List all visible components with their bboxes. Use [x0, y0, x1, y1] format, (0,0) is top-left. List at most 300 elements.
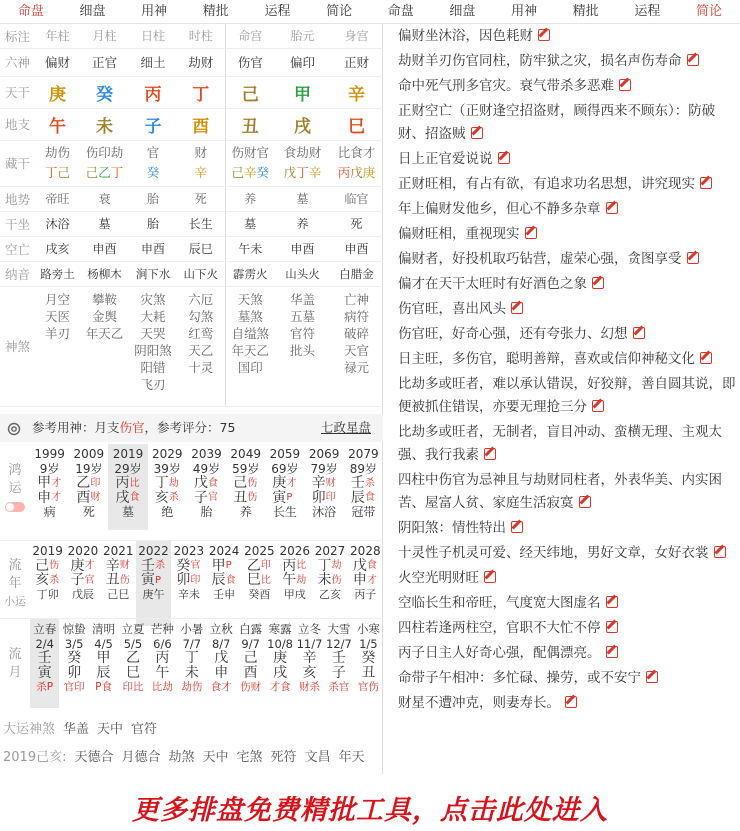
liunian-item[interactable]: [136, 541, 171, 626]
shensha-row-cell: [129, 286, 177, 406]
comment-line: [384, 248, 740, 271]
ten-god-mark: 比: [296, 560, 307, 572]
dizhi-row-cell: 戌: [275, 108, 330, 140]
tiangan-row-cell: 丁: [177, 76, 225, 108]
dizhi-row-cell: 午: [35, 108, 80, 140]
dayun-year: 2059: [269, 447, 301, 461]
edit-icon[interactable]: [700, 177, 712, 189]
shensha-item: 金舆: [91, 308, 117, 324]
jieqi-date: 4/5: [94, 636, 113, 651]
canggan-row-cell: [129, 140, 177, 186]
edit-icon[interactable]: [700, 352, 712, 364]
canggan-stems: [129, 163, 177, 183]
dayun-shensha: [0, 718, 383, 741]
footer-label: 大运神煞: [3, 722, 56, 737]
canggan-stem: 癸: [256, 165, 270, 180]
kongwang-row-cell: 申酉: [80, 236, 129, 261]
edit-icon[interactable]: [619, 79, 631, 91]
footer-item: 劫煞: [168, 750, 195, 765]
ganzhi-char: 壬: [350, 475, 365, 491]
edit-icon[interactable]: [592, 277, 604, 289]
ganzhi-char: 辛: [311, 475, 326, 491]
comment-text: 丙子日主人好奇心强，配偶漂亮。: [398, 645, 601, 661]
dayun-item[interactable]: [187, 444, 226, 530]
ganzhi-line: [277, 559, 312, 574]
comment-line: [384, 50, 740, 73]
dayun-dishi: 墓: [122, 505, 135, 519]
liunian-row: [0, 540, 383, 626]
canggan-stem: 辛: [243, 165, 257, 180]
gear-icon[interactable]: [6, 421, 22, 437]
zhi-god: 印: [74, 681, 85, 693]
gan-god: 财: [299, 681, 310, 693]
comment-line: [384, 667, 740, 690]
edit-icon[interactable]: [498, 152, 510, 164]
dishi-row: [0, 186, 383, 211]
dayun-dishi: 病: [43, 505, 56, 519]
comment-line: [384, 75, 740, 98]
header-cell: 时柱: [177, 24, 225, 48]
ganzhi-line: [30, 476, 69, 491]
dayun-age: 9岁: [39, 461, 60, 476]
ganzhi-char: 乙: [246, 557, 261, 574]
edit-icon[interactable]: [525, 227, 537, 239]
liuyue-item[interactable]: [354, 619, 383, 708]
ganzhi-line: [30, 573, 65, 588]
tab-3[interactable]: 精批: [202, 4, 229, 19]
ganzhi-line: [242, 559, 277, 574]
gan-god: 杀: [36, 681, 47, 693]
shensha-row: [0, 286, 383, 406]
tab-1[interactable]: 细盘: [79, 4, 106, 19]
comment-text: 四柱若逢两柱空，官职不大忙不停: [398, 620, 601, 636]
dayun-item[interactable]: [69, 444, 108, 530]
dayun-dishi: 沐浴: [312, 505, 337, 519]
edit-icon[interactable]: [687, 252, 699, 264]
jieqi: 惊蛰: [62, 622, 86, 636]
edit-icon[interactable]: [646, 671, 658, 683]
ganzhi-line: [30, 559, 65, 574]
canggan-stem: 丁: [110, 165, 124, 180]
liuyue-item[interactable]: [236, 619, 265, 708]
ganzhi-line: [148, 476, 187, 491]
liunian-year: 2020: [67, 544, 99, 558]
liunian-year: 2026: [279, 544, 310, 558]
dayun-item[interactable]: [305, 444, 344, 530]
ganzhi-char: 辰: [211, 572, 226, 588]
canggan-row-cell: [35, 140, 80, 186]
tab-7[interactable]: 细盘: [449, 4, 476, 19]
tab-8[interactable]: 用神: [511, 4, 538, 19]
liuyue-item[interactable]: [30, 619, 59, 708]
jieqi: 小寒: [356, 622, 380, 636]
edit-icon[interactable]: [606, 621, 618, 633]
gan-god: 劫: [181, 681, 192, 693]
header-cell: 身宫: [330, 24, 383, 48]
jieqi-date: 6/6: [153, 636, 172, 651]
dayun-item[interactable]: [108, 444, 147, 530]
comment-line: [384, 323, 740, 346]
ganzhi-char: 卯: [176, 572, 191, 588]
edit-icon[interactable]: [606, 646, 618, 658]
shensha-item: 墓煞: [237, 308, 263, 324]
xiaoyun: 壬申: [213, 587, 236, 601]
ten-god-mark: 伤: [49, 560, 60, 572]
year-shensha: [0, 746, 383, 769]
liuyue-item[interactable]: [295, 619, 324, 708]
header-cell: 日柱: [129, 24, 177, 48]
ganzhi-line: [277, 573, 312, 588]
ganzhi-char: 亥: [35, 572, 50, 588]
edit-icon[interactable]: [579, 496, 591, 508]
ten-god-mark: 财: [325, 477, 336, 489]
dayun-item[interactable]: [30, 444, 69, 530]
ganzhi-char: 己: [233, 475, 248, 491]
dishi-row-cell: 临官: [330, 186, 383, 211]
month-gods: [295, 680, 324, 695]
kongwang-row-cell: 午未: [225, 236, 275, 261]
tab-0[interactable]: 命盘: [17, 4, 44, 19]
shensha-item: 破碎: [343, 325, 369, 341]
promo-banner[interactable]: 更多排盘免费精批工具，点击此处进入: [132, 795, 608, 826]
month-gan: 戊: [214, 650, 229, 666]
gan-god: 比: [151, 681, 163, 693]
jieqi: 立冬: [298, 622, 321, 636]
dayun-dishi: 绝: [161, 505, 174, 519]
tab-2[interactable]: 用神: [141, 4, 168, 19]
nayin-row-label: 纳音: [0, 261, 35, 286]
liuyue-item[interactable]: [89, 619, 118, 708]
edit-icon[interactable]: [484, 571, 496, 583]
ganzhi-char: 申: [352, 572, 367, 588]
ganzhi-line: [344, 491, 383, 506]
dayun-label: 鸿 运: [0, 444, 30, 530]
ganzhi-char: 丑: [105, 572, 120, 588]
zhi-god: 才: [221, 681, 232, 693]
ganzhi-line: [348, 559, 383, 574]
kongwang-row-cell: 申酉: [129, 236, 177, 261]
dayun-item[interactable]: [265, 444, 304, 530]
jieqi-date: 11/7: [296, 636, 323, 651]
shensha-item: 勾煞: [188, 308, 214, 324]
edit-icon[interactable]: [538, 29, 550, 41]
dayun-dishi: 长生: [272, 505, 297, 519]
ganzhi-line: [101, 573, 136, 588]
tab-4[interactable]: 运程: [264, 4, 291, 19]
comment-text: 正财旺相，有占有欲，有追求功名思想，讲究现实: [398, 176, 695, 192]
comment-line: [384, 298, 740, 321]
dishi-row-cell: 墓: [275, 186, 330, 211]
dayun-age: 79岁: [310, 461, 338, 476]
tiangan-row-cell: 甲: [275, 76, 330, 108]
canggan-stem: 辛: [308, 165, 322, 180]
nayin-row-cell: 山下火: [177, 261, 225, 286]
ganzhi-line: [108, 491, 147, 506]
pillars-table: [0, 24, 383, 407]
nayin-row: [0, 261, 383, 286]
dayun-year: 2029: [151, 447, 183, 461]
liuyue-item[interactable]: [207, 619, 236, 708]
comment-line: [384, 542, 740, 565]
shensha-item: 灾煞: [140, 291, 166, 307]
liunian-year: 2024: [208, 544, 240, 558]
edit-icon[interactable]: [714, 546, 726, 558]
footer-label: 2019己亥:: [3, 750, 67, 765]
comment-text: 偏财旺相，重视现实: [398, 226, 520, 242]
jieqi-date: 8/7: [211, 636, 231, 651]
comment-text: 财星不遭冲克，则妻寿长。: [398, 695, 560, 711]
liunian-item[interactable]: [30, 541, 65, 626]
ganzhi-char: 辛: [105, 557, 120, 574]
dayun-year: 2039: [191, 447, 222, 461]
gan-god: 才: [269, 681, 281, 693]
month-gan: 丙: [155, 650, 170, 666]
ganzhi-char: 己: [35, 557, 50, 574]
jieqi: 大雪: [327, 622, 351, 636]
header-cell: 胎元: [275, 24, 330, 48]
month-gods: [30, 680, 59, 695]
ganzhi-line: [108, 476, 147, 491]
canggan-stem: 丙: [337, 165, 351, 180]
liunian-item[interactable]: [171, 541, 206, 626]
comment-text: 伤官旺，喜出风头: [398, 301, 506, 317]
ten-god-mark: 杀: [155, 560, 166, 572]
dayun-dishi: 冠带: [351, 505, 376, 519]
dayun-year: 2069: [308, 447, 340, 461]
comment-line: [384, 469, 740, 515]
ganzhi-line: [344, 476, 383, 491]
month-gan: 癸: [361, 650, 376, 666]
edit-icon[interactable]: [606, 596, 618, 608]
ten-god-mark: 劫: [331, 560, 342, 572]
ganzhi-char: 庚: [272, 475, 287, 491]
tab-5[interactable]: 简论: [326, 4, 353, 19]
canggan-stem: 丁: [44, 165, 58, 180]
jieqi-date: 7/7: [182, 636, 202, 651]
footer-item: 死符: [270, 750, 297, 765]
edit-icon[interactable]: [592, 400, 604, 412]
canggan-stems: [226, 163, 276, 183]
liunian-item[interactable]: [242, 541, 277, 626]
jieqi: 立夏: [121, 622, 145, 636]
xiaoyun: 辛未: [177, 587, 200, 601]
liunian-item[interactable]: [101, 541, 136, 626]
ten-god-mark: 比: [129, 477, 140, 489]
liuyue-item[interactable]: [324, 619, 353, 708]
liunian-item[interactable]: [348, 541, 383, 626]
canggan-stem: 庚: [362, 165, 376, 180]
shensha-item: 自缢煞: [231, 325, 269, 341]
ganzhi-char: 甲: [211, 557, 226, 574]
canggan-stem: 戊: [350, 165, 363, 180]
liunian-item[interactable]: [277, 541, 312, 626]
jieqi: 芒种: [150, 622, 174, 636]
month-gods: [118, 680, 147, 695]
month-gods: [148, 680, 177, 695]
canggan-stem: 丁: [296, 165, 309, 180]
liuyue-item[interactable]: [148, 619, 177, 708]
tab-9[interactable]: 精批: [572, 4, 599, 19]
comment-line: [384, 517, 740, 540]
month-zhi: 亥: [302, 664, 317, 681]
bazi-chart-panel: [0, 24, 383, 774]
ganzhi-line: [187, 476, 226, 491]
tab-10[interactable]: 运程: [634, 4, 661, 19]
ten-god-mark: 才: [366, 574, 377, 586]
edit-icon[interactable]: [511, 521, 523, 533]
zhi-god: 杀: [309, 681, 320, 693]
month-gan: 丁: [184, 650, 199, 666]
zizuo-row-cell: 死: [330, 211, 383, 236]
tab-6[interactable]: 命盘: [387, 4, 414, 19]
canggan-row-cell: [225, 140, 275, 186]
shensha-row-cell: [330, 286, 383, 406]
ganzhi-char: 未: [317, 572, 332, 588]
edit-icon[interactable]: [511, 302, 523, 314]
dishi-row-cell: 死: [177, 186, 225, 211]
nayin-row-cell: 路旁土: [35, 261, 80, 286]
liushen-row-cell: 偏印: [275, 48, 330, 76]
ganzhi-line: [265, 491, 304, 506]
dizhi-row-cell: 酉: [177, 108, 225, 140]
liunian-item[interactable]: [65, 541, 100, 626]
ganzhi-line: [312, 559, 347, 574]
ref-god: 伤官: [119, 420, 145, 435]
gan-god: 食: [210, 681, 222, 693]
comment-line: [384, 592, 740, 615]
zhi-god: P: [46, 681, 54, 693]
liuyue-item[interactable]: [177, 619, 206, 708]
footer-item: 天德合: [74, 750, 114, 765]
kongwang-row-cell: 申酉: [330, 236, 383, 261]
footer-item: 天中: [202, 750, 229, 765]
seven-star-chart-link[interactable]: 七政星盘: [320, 420, 371, 435]
dayun-age: 69岁: [271, 461, 299, 476]
month-gods: [89, 680, 118, 695]
shensha-item: 华盖: [289, 291, 315, 307]
liuyue-item[interactable]: [118, 619, 147, 708]
ten-god-mark: 食: [364, 492, 375, 504]
comment-text: 日主旺，多伤官，聪明善辩，喜欢或信仰神秘文化: [398, 351, 695, 367]
comment-text: 偏财者，好投机取巧钻营，虚荣心强，贪图享受: [398, 251, 682, 267]
reference-bar: [0, 414, 383, 442]
month-zhi: 未: [184, 664, 199, 681]
canggan-stems: [330, 163, 383, 183]
liunian-item[interactable]: [312, 541, 347, 626]
ten-god-mark: 劫: [168, 477, 179, 489]
ten-god-mark: 伤: [247, 477, 258, 489]
kongwang-row-cell: 辰巳: [177, 236, 225, 261]
shensha-row-cell: [177, 286, 225, 406]
dayun-item[interactable]: [344, 444, 383, 530]
kongwang-row: [0, 236, 383, 261]
month-gan: 壬: [37, 650, 52, 666]
edit-icon[interactable]: [565, 696, 577, 708]
shensha-item: 月空: [44, 291, 70, 307]
shensha-item: 六厄: [188, 291, 214, 307]
shensha-item: 天官: [343, 342, 369, 358]
canggan-stems: [80, 163, 129, 183]
shensha-item: 批头: [289, 342, 315, 358]
dayun-year: 1999: [34, 447, 65, 461]
tab-11[interactable]: 简论: [696, 4, 723, 19]
dayun-age: 49岁: [192, 461, 221, 476]
shensha-row-label: 神煞: [0, 286, 35, 406]
dayun-year: 2079: [348, 447, 379, 461]
xiaoyun: 丁卯: [36, 587, 59, 601]
tiangan-row-label: 天干: [0, 76, 35, 108]
comment-line: [384, 25, 740, 48]
liunian-item[interactable]: [206, 541, 241, 626]
ganzhi-char: 丁: [317, 557, 332, 574]
dayun-age: 19岁: [75, 461, 103, 476]
liuyue-item[interactable]: [59, 619, 88, 708]
dayun-year: 2019: [112, 447, 144, 461]
dishi-row-cell: 衰: [80, 186, 129, 211]
comment-text: 伤官旺，好奇心强，还有夸张力、幻想: [398, 326, 628, 342]
tiangan-row-cell: 癸: [80, 76, 129, 108]
comment-text: 火空光明财旺: [398, 570, 479, 586]
dishi-row-label: 地势: [0, 186, 35, 211]
zizuo-row-cell: 沐浴: [35, 211, 80, 236]
ten-god-mark: 印: [90, 477, 101, 489]
ten-god-mark: 官: [190, 560, 201, 572]
ganzhi-line: [206, 559, 241, 574]
month-gods: [324, 680, 353, 695]
ten-god-mark: 才: [51, 492, 62, 504]
month-zhi: 戌: [273, 664, 288, 681]
shensha-item: 国印: [237, 359, 263, 375]
ganzhi-char: 壬: [141, 557, 156, 574]
gan-god: 官: [63, 681, 75, 693]
ganzhi-line: [171, 559, 206, 574]
ten-god-mark: 伤: [331, 574, 342, 586]
dayun-item[interactable]: [148, 444, 187, 530]
shensha-item: 飞刃: [140, 376, 166, 392]
footer-item: 宅煞: [236, 750, 263, 765]
canggan-stem: 辛: [194, 165, 207, 180]
ten-god-mark: 劫: [296, 574, 307, 586]
dayun-toggle[interactable]: [5, 502, 25, 512]
edit-icon[interactable]: [687, 54, 699, 66]
liuyue-item[interactable]: [265, 619, 294, 708]
ten-god-mark: 伤: [119, 574, 130, 586]
ten-god-mark: 财: [90, 492, 101, 504]
jieqi-date: 3/5: [64, 636, 84, 651]
edit-icon[interactable]: [484, 448, 496, 460]
canggan-stem: 乙: [98, 165, 111, 180]
dayun-dishi: 养: [239, 505, 252, 519]
liushen-row-cell: 劫财: [177, 48, 225, 76]
jieqi: 清明: [92, 622, 116, 636]
ten-god-mark: 官: [84, 574, 95, 586]
edit-icon[interactable]: [471, 127, 483, 139]
edit-icon[interactable]: [633, 327, 645, 339]
liushen-row-label: 六神: [0, 48, 35, 76]
tab-bar: [0, 0, 740, 24]
canggan-row-cell: [177, 140, 225, 186]
month-gan: 庚: [273, 650, 288, 666]
liunian-year: 2021: [102, 544, 134, 558]
comment-text: 偏财坐沐浴，因色耗财: [398, 28, 533, 44]
comment-text: 比劫多或旺者，无制者，盲目冲动、蛮横无理、主观太强、我行我素: [398, 424, 722, 463]
edit-icon[interactable]: [606, 202, 618, 214]
month-gods: [207, 680, 236, 695]
dayun-item[interactable]: [226, 444, 265, 530]
ganzhi-line: [171, 573, 206, 588]
month-gan: 甲: [96, 650, 111, 666]
jieqi-date: 9/7: [241, 636, 260, 651]
